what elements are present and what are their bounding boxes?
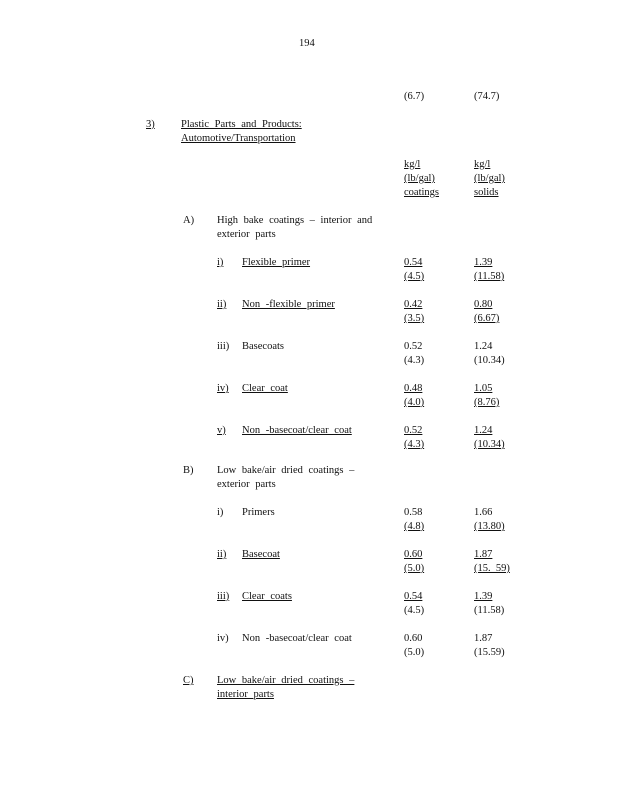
solids-lb-value: (13.80)	[474, 521, 505, 532]
group-letter: C)	[183, 675, 194, 686]
solids-lb-value: (8.76)	[474, 397, 500, 408]
coatings-kg-value: 0.54	[404, 591, 423, 602]
coatings-kg-value: 0.54	[404, 257, 423, 268]
solids-kg-value: 1.05	[474, 383, 493, 394]
solids-kg-value: 1.39	[474, 591, 493, 602]
group-title-line2: exterior parts	[217, 229, 276, 240]
item-label: Flexible primer	[242, 257, 311, 268]
solids-kg-value: 1.24	[474, 341, 493, 352]
top-value-solids: (74.7)	[474, 91, 500, 102]
coatings-kg-value: 0.52	[404, 425, 423, 436]
item-number: iv)	[217, 383, 229, 394]
coatings-lb-value: (4.5)	[404, 271, 425, 282]
section-title-line1: Plastic Parts and Products:	[181, 119, 302, 130]
solids-lb-value: (10.34)	[474, 439, 505, 450]
solids-lb-value: (15. 59)	[474, 563, 510, 574]
coatings-lb-value: (4.3)	[404, 439, 425, 450]
item-number: i)	[217, 507, 224, 518]
group-title-line1: Low bake/air dried coatings –	[217, 675, 355, 686]
coatings-kg-value: 0.60	[404, 549, 423, 560]
section-title-line2: Automotive/Transportation	[181, 133, 296, 144]
coatings-lb-value: (4.8)	[404, 521, 425, 532]
header-coatings-label: coatings	[404, 187, 439, 198]
coatings-lb-value: (4.5)	[404, 605, 425, 616]
item-label: Non -basecoat/clear coat	[242, 633, 352, 644]
item-label: Clear coat	[242, 383, 288, 394]
solids-lb-value: (6.67)	[474, 313, 500, 324]
solids-kg-value: 1.24	[474, 425, 493, 436]
item-label: Non -flexible primer	[242, 299, 335, 310]
coatings-lb-value: (4.0)	[404, 397, 425, 408]
coatings-lb-value: (4.3)	[404, 355, 425, 366]
header-solids-unit-imperial: (lb/gal)	[474, 173, 505, 184]
solids-kg-value: 1.66	[474, 507, 493, 518]
header-solids-unit: kg/l	[474, 159, 491, 170]
page-number: 194	[299, 38, 315, 49]
coatings-kg-value: 0.48	[404, 383, 423, 394]
item-label: Basecoat	[242, 549, 280, 560]
solids-kg-value: 1.87	[474, 633, 493, 644]
header-coatings-unit: kg/l	[404, 159, 421, 170]
group-title-line1: Low bake/air dried coatings –	[217, 465, 355, 476]
coatings-kg-value: 0.52	[404, 341, 423, 352]
item-number: v)	[217, 425, 226, 436]
group-letter: A)	[183, 215, 195, 226]
coatings-kg-value: 0.58	[404, 507, 423, 518]
solids-kg-value: 1.87	[474, 549, 493, 560]
coatings-lb-value: (5.0)	[404, 647, 425, 658]
section-number: 3)	[146, 119, 155, 130]
item-label: Non -basecoat/clear coat	[242, 425, 352, 436]
top-value-coatings: (6.7)	[404, 91, 425, 102]
group-title-line1: High bake coatings – interior and	[217, 215, 373, 226]
item-label: Basecoats	[242, 341, 284, 352]
solids-lb-value: (11.58)	[474, 605, 505, 616]
coatings-lb-value: (5.0)	[404, 563, 425, 574]
solids-kg-value: 0.80	[474, 299, 493, 310]
item-number: iii)	[217, 591, 230, 602]
item-number: iii)	[217, 341, 230, 352]
group-letter: B)	[183, 465, 194, 476]
coatings-lb-value: (3.5)	[404, 313, 425, 324]
solids-kg-value: 1.39	[474, 257, 493, 268]
solids-lb-value: (10.34)	[474, 355, 505, 366]
solids-lb-value: (11.58)	[474, 271, 505, 282]
header-solids-label: solids	[474, 187, 499, 198]
item-label: Clear coats	[242, 591, 292, 602]
solids-lb-value: (15.59)	[474, 647, 505, 658]
item-number: ii)	[217, 549, 227, 560]
group-title-line2: exterior parts	[217, 479, 276, 490]
item-number: i)	[217, 257, 224, 268]
coatings-kg-value: 0.42	[404, 299, 423, 310]
group-title-line2: interior parts	[217, 689, 274, 700]
header-coatings-unit-imperial: (lb/gal)	[404, 173, 435, 184]
item-number: iv)	[217, 633, 229, 644]
item-label: Primers	[242, 507, 275, 518]
item-number: ii)	[217, 299, 227, 310]
coatings-kg-value: 0.60	[404, 633, 423, 644]
